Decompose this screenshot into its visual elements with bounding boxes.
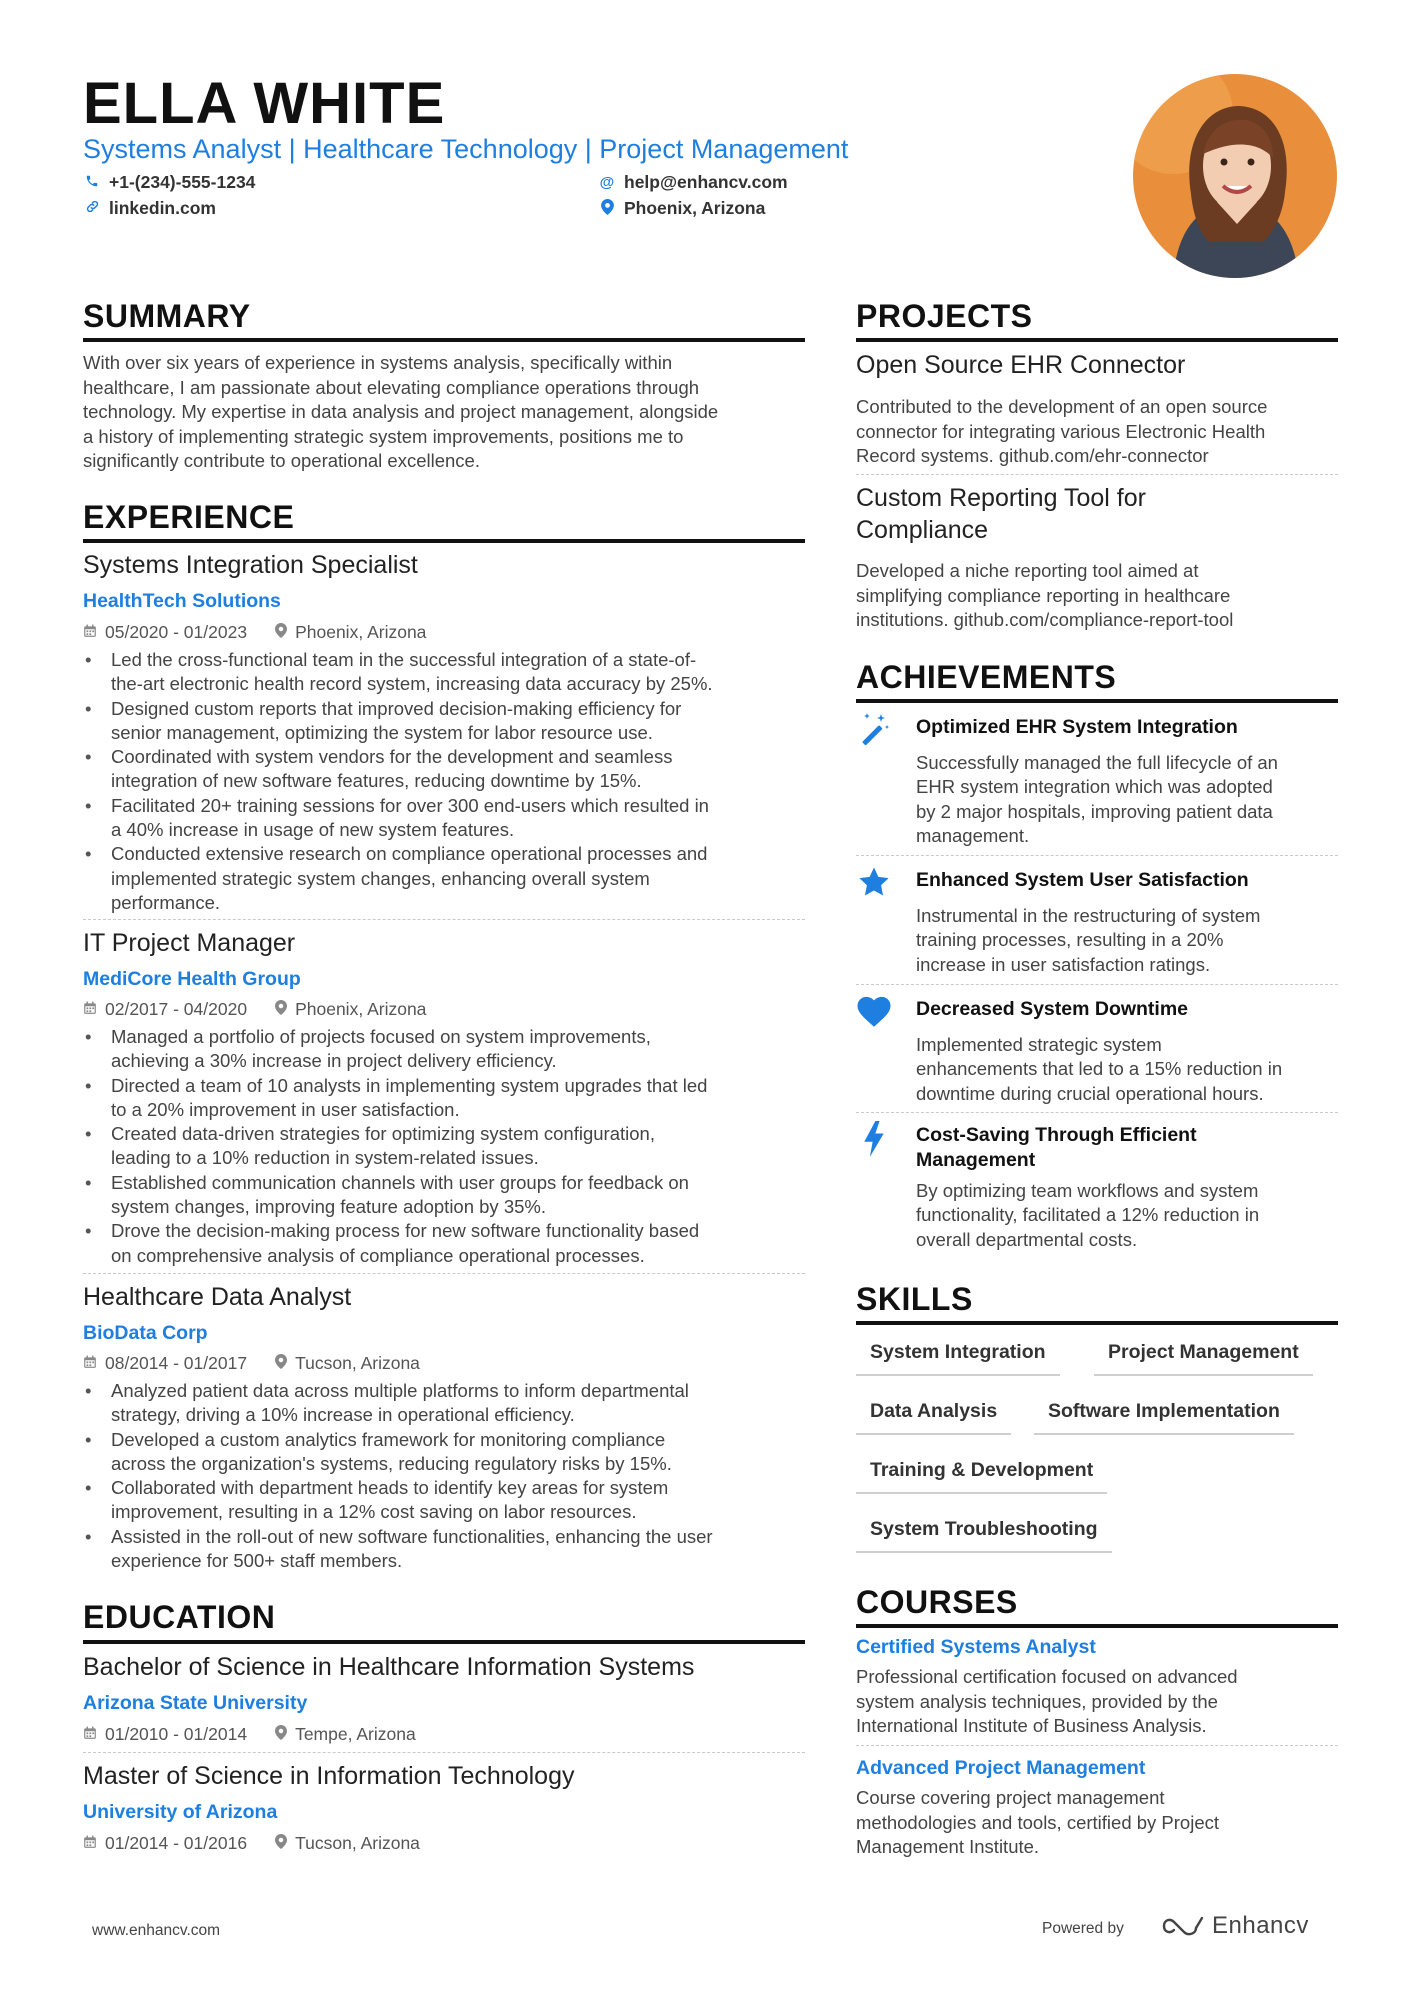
calendar-icon (83, 1355, 97, 1373)
divider (856, 1112, 1338, 1113)
summary-line: significantly contribute to operational excellence. (83, 450, 480, 471)
courses-rule (856, 1624, 1338, 1628)
skill-tag: System Integration (856, 1341, 1060, 1376)
candidate-name: ELLA WHITE (83, 71, 446, 136)
achievement-description: Successfully managed the full lifecycle of an EHR system integration which was adopted by 2 major hospitals, improving patient data management. (916, 752, 1278, 846)
enhancv-logo-mark-icon (1160, 1914, 1208, 1938)
experience-heading: EXPERIENCE (83, 499, 295, 535)
achievements-heading: ACHIEVEMENTS (856, 659, 1117, 695)
job-bullets (83, 1379, 818, 1573)
location-pin-icon (275, 1354, 287, 1373)
project-title: Custom Reporting Tool for Compliance (856, 484, 1146, 544)
bullet-item: • Coordinated with system vendors for the development and seamless integration of new software features, reducing downtime by 15%. (83, 745, 818, 794)
calendar-icon (83, 624, 97, 642)
bullet-item: • Drove the decision-making process for new software functionality based on comprehensive analysis of compliance operational processes. (83, 1219, 818, 1268)
linkedin-text[interactable]: linkedin.com (109, 198, 216, 218)
profile-photo (1133, 74, 1337, 278)
summary-heading: SUMMARY (83, 298, 251, 334)
bullet-item: • Assisted in the roll-out of new software functionalities, enhancing the user experience for 500+ staff members. (83, 1525, 818, 1574)
footer-website[interactable]: www.enhancv.com (92, 1922, 221, 1939)
star-icon (856, 864, 892, 900)
at-sign-icon: @ (599, 174, 615, 191)
course-description: Professional certification focused on advanced system analysis techniques, provided by the International Institute of Business Analysis. (856, 1666, 1238, 1736)
bullet-item: • Led the cross-functional team in the successful integration of a state-of- the-art electronic health record system, increasing data accuracy by 25%. (83, 648, 818, 697)
skill-tag: Training & Development (856, 1459, 1107, 1494)
magic-wand-icon (856, 710, 892, 746)
bullet-item: • Designed custom reports that improved decision-making efficiency for senior management, optimizing the system for labor resource use. (83, 697, 818, 746)
job-location: Phoenix, Arizona (295, 622, 427, 642)
job-meta (83, 999, 426, 1020)
location-pin-icon (275, 1834, 287, 1853)
divider (856, 855, 1338, 856)
summary-rule (83, 338, 805, 342)
enhancv-logo[interactable] (1160, 1912, 1309, 1940)
bullet-item: • Managed a portfolio of projects focused on system improvements, achieving a 30% increase in project delivery efficiency. (83, 1025, 818, 1074)
bullet-item: • Developed a custom analytics framework for monitoring compliance across the organization's systems, reducing regulatory risks by 15%. (83, 1428, 818, 1477)
phone-text: +1-(234)-555-1234 (109, 172, 256, 192)
project-title: Open Source EHR Connector (856, 351, 1186, 379)
project-description: Contributed to the development of an open source connector for integrating various Electronic Health Record systems. github.com/ehr-connector (856, 396, 1268, 466)
project-description: Developed a niche reporting tool aimed at simplifying compliance reporting in healthcare institutions. github.com/compliance-report-tool (856, 560, 1234, 630)
summary-line: technology. My expertise in data analysis and project management, alongside (83, 401, 719, 422)
job-bullets (83, 648, 818, 915)
achievement-description: Instrumental in the restructuring of system training processes, resulting in a 20% increase in user satisfaction ratings. (916, 905, 1261, 975)
job-dates: 08/2014 - 01/2017 (105, 1353, 248, 1373)
course-title: Advanced Project Management (856, 1757, 1146, 1779)
achievement-description: Implemented strategic system enhancements that led to a 15% reduction in downtime during crucial operational hours. (916, 1034, 1283, 1104)
course-description: Course covering project management methodologies and tools, certified by Project Management Institute. (856, 1787, 1220, 1857)
job-dates: 05/2020 - 01/2023 (105, 622, 248, 642)
summary-line: With over six years of experience in systems analysis, specifically within (83, 352, 673, 373)
achievement-title: Cost-Saving Through Efficient Management (916, 1124, 1197, 1171)
phone-icon (83, 174, 101, 192)
divider (83, 919, 805, 920)
job-title: IT Project Manager (83, 929, 296, 957)
school-name: Arizona State University (83, 1692, 308, 1714)
calendar-icon (83, 1001, 97, 1019)
education-location: Tempe, Arizona (295, 1724, 416, 1744)
degree-title: Bachelor of Science in Healthcare Information Systems (83, 1653, 695, 1681)
skill-tag: Software Implementation (1034, 1400, 1294, 1435)
summary-line: a history of implementing strategic system improvements, positions me to (83, 425, 684, 447)
degree-title: Master of Science in Information Technology (83, 1762, 575, 1790)
education-location: Tucson, Arizona (295, 1833, 420, 1853)
candidate-headline: Systems Analyst | Healthcare Technology | Project Management (83, 134, 849, 164)
achievement-description: By optimizing team workflows and system functionality, facilitated a 12% reduction in overall departmental costs. (916, 1180, 1260, 1250)
education-meta (83, 1833, 420, 1854)
divider (856, 1745, 1338, 1746)
contact-phone (83, 172, 255, 193)
job-title: Systems Integration Specialist (83, 551, 418, 579)
calendar-icon (83, 1835, 97, 1853)
lightning-bolt-icon (856, 1121, 892, 1157)
enhancv-logo-text: Enhancv (1212, 1912, 1309, 1939)
footer-powered-by: Powered by (1042, 1920, 1124, 1937)
education-rule (83, 1640, 805, 1644)
bullet-item: • Directed a team of 10 analysts in implementing system upgrades that led to a 20% improvement in user satisfaction. (83, 1074, 818, 1123)
projects-rule (856, 338, 1338, 342)
divider (856, 984, 1338, 985)
job-location: Phoenix, Arizona (295, 999, 427, 1019)
calendar-icon (83, 1726, 97, 1744)
divider (856, 474, 1338, 475)
contact-location (598, 198, 765, 219)
job-meta (83, 1353, 420, 1374)
bullet-item: • Facilitated 20+ training sessions for over 300 end-users which resulted in a 40% increase in usage of new system features. (83, 794, 818, 843)
achievements-rule (856, 699, 1338, 703)
email-text[interactable]: help@enhancv.com (624, 172, 788, 192)
bullet-item: • Established communication channels with user groups for feedback on system changes, improving feature adoption by 35%. (83, 1171, 818, 1220)
summary-text (83, 351, 813, 474)
divider (83, 1752, 805, 1753)
education-dates: 01/2014 - 01/2016 (105, 1833, 248, 1853)
skill-tag: Project Management (1094, 1341, 1313, 1376)
achievement-title: Decreased System Downtime (916, 998, 1189, 1020)
location-pin-icon (275, 1725, 287, 1744)
course-title: Certified Systems Analyst (856, 1636, 1096, 1658)
school-name: University of Arizona (83, 1801, 278, 1823)
job-meta (83, 622, 426, 643)
summary-line: healthcare, I am passionate about elevating compliance operations through (83, 376, 700, 398)
job-bullets (83, 1025, 818, 1268)
job-location: Tucson, Arizona (295, 1353, 420, 1373)
bullet-item: • Created data-driven strategies for optimizing system configuration, leading to a 10% reduction in system-related issues. (83, 1122, 818, 1171)
contact-linkedin[interactable] (83, 198, 216, 219)
skill-tag: System Troubleshooting (856, 1518, 1112, 1553)
divider (83, 1273, 805, 1274)
skill-tag: Data Analysis (856, 1400, 1011, 1435)
location-pin-icon (275, 623, 287, 642)
job-company: BioData Corp (83, 1322, 208, 1344)
location-pin-icon (598, 199, 616, 219)
contact-email[interactable] (598, 172, 788, 193)
bullet-item: • Conducted extensive research on compliance operational processes and implemented strategic system changes, enhancing overall system performance. (83, 842, 818, 915)
projects-heading: PROJECTS (856, 298, 1033, 334)
job-dates: 02/2017 - 04/2020 (105, 999, 248, 1019)
job-title: Healthcare Data Analyst (83, 1283, 352, 1311)
achievement-title: Enhanced System User Satisfaction (916, 869, 1249, 891)
skills-heading: SKILLS (856, 1281, 973, 1317)
experience-rule (83, 539, 805, 543)
job-company: MediCore Health Group (83, 968, 301, 990)
location-pin-icon (275, 1000, 287, 1019)
bullet-item: • Collaborated with department heads to identify key areas for system improvement, resulting in a 12% cost saving on labor resources. (83, 1476, 818, 1525)
courses-heading: COURSES (856, 1584, 1018, 1620)
achievement-title: Optimized EHR System Integration (916, 716, 1238, 738)
link-icon (83, 199, 101, 218)
location-text: Phoenix, Arizona (624, 198, 766, 218)
job-company: HealthTech Solutions (83, 590, 281, 612)
heart-icon (856, 993, 892, 1029)
education-dates: 01/2010 - 01/2014 (105, 1724, 248, 1744)
education-meta (83, 1724, 416, 1745)
bullet-item: • Analyzed patient data across multiple platforms to inform departmental strategy, driving a 10% increase in operational efficiency. (83, 1379, 818, 1428)
skills-rule (856, 1321, 1338, 1325)
education-heading: EDUCATION (83, 1599, 276, 1635)
